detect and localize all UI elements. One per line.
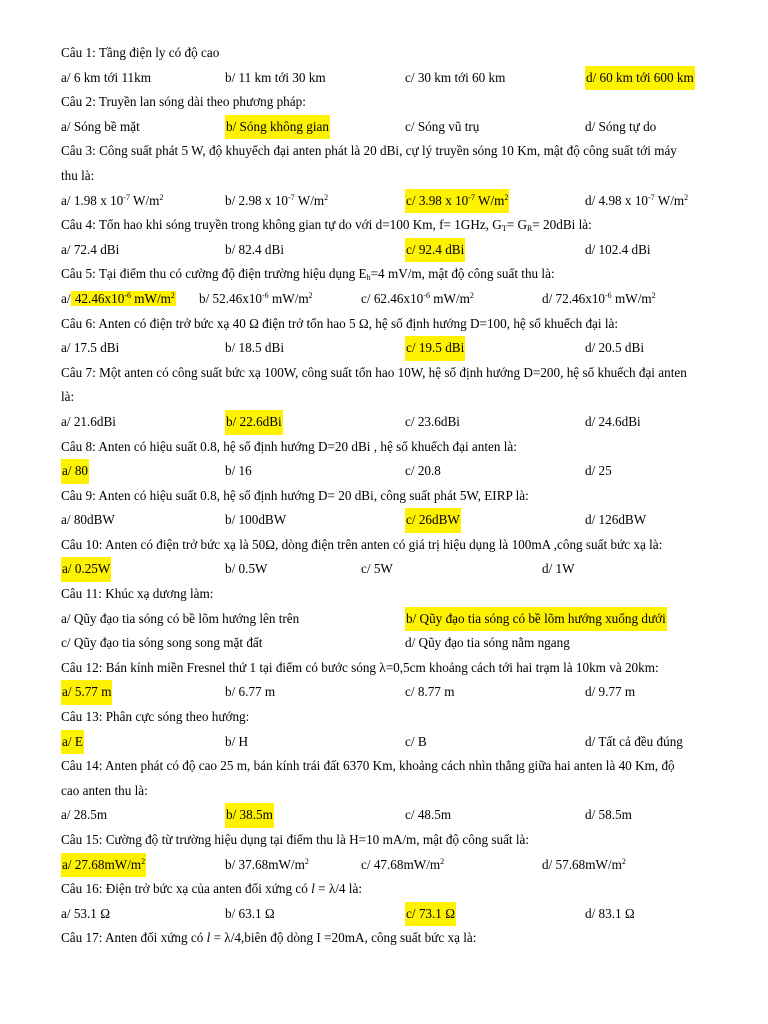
question-text: Câu 3: Công suất phát 5 W, độ khuyếch đại anten phát là 20 dBi, cự lý truyền sóng 10 Km, mật độ công suất tới máy bbox=[61, 143, 677, 159]
answers-5 bbox=[61, 287, 731, 312]
answer-d: d/ $72.46x10^{-6}$ $mW/m^2$ bbox=[542, 290, 656, 306]
answer-b: b/ 16 bbox=[225, 463, 252, 479]
answer-c: c/ 23.6dBi bbox=[405, 413, 460, 429]
answer-a: a/ 53.1 Ω bbox=[61, 905, 110, 921]
answer-a: a/ 72.4 dBi bbox=[61, 241, 120, 257]
answer-d: d/ 4.98 x $10^{-7}$ $W/m^2$ bbox=[585, 192, 689, 208]
answer-d: d/ 20.5 dBi bbox=[585, 340, 644, 356]
answers-16 bbox=[61, 902, 731, 927]
answers-6 bbox=[61, 336, 731, 361]
answer-a: a/ 80dBW bbox=[61, 512, 115, 528]
question-text: Câu 17: Anten đối xứng có l = λ/4,biên độ dòng I =20mA, công suất bức xạ là: bbox=[61, 930, 477, 946]
answers-3 bbox=[61, 189, 731, 214]
question-8 bbox=[61, 435, 731, 460]
answer-b: b/ 2.98 x $10^{-7}$ $W/m^2$ bbox=[225, 192, 329, 208]
question-text: Câu 2: Truyền lan sóng dài theo phương pháp: bbox=[61, 94, 306, 110]
answers-12 bbox=[61, 680, 731, 705]
quiz-document bbox=[61, 41, 731, 951]
question-3-cont bbox=[61, 164, 731, 189]
question-12 bbox=[61, 656, 731, 681]
answer-b: b/ $37.68mW/m^2$ bbox=[225, 856, 309, 872]
answer-d: d/ Qũy đạo tia sóng nằm ngang bbox=[405, 635, 570, 651]
answer-a: a/ 6 km tới 11km bbox=[61, 69, 152, 85]
answer-b: b/ 0.5W bbox=[225, 561, 268, 577]
answer-d: d/ 58.5m bbox=[585, 807, 632, 823]
answer-b: b/ H bbox=[225, 733, 249, 749]
question-text: Câu 5: Tại điểm thu có cường độ điện trường hiệu dụng $E_h=4$ mV/m, mật độ công suất thu là: bbox=[61, 266, 555, 283]
question-15 bbox=[61, 828, 731, 853]
question-7-cont bbox=[61, 385, 731, 410]
answer-b: b/ 6.77 m bbox=[225, 684, 276, 700]
answer-c-correct: c/ 3.98 x $10^{-7}$ $W/m^2$ bbox=[405, 189, 509, 214]
answer-c: c/ Sóng vũ trụ bbox=[405, 118, 480, 134]
answer-b: b/ 18.5 dBi bbox=[225, 340, 284, 356]
question-text: Câu 7: Một anten có công suất bức xạ 100W, công suất tổn hao 10W, hệ số định hướng D=200, hệ số khuếch đại anten bbox=[61, 364, 687, 380]
question-text: thu là: bbox=[61, 167, 95, 183]
answer-b-correct: b/ Qũy đạo tia sóng có bề lõm hướng xuống dưới bbox=[405, 607, 667, 632]
answer-b: b/ 63.1 Ω bbox=[225, 905, 275, 921]
question-text: Câu 10: Anten có điện trở bức xạ là 50Ω, dòng điện trên anten có giá trị hiệu dụng là 100mA ,công suất bức xạ là: bbox=[61, 536, 663, 552]
answers-1 bbox=[61, 66, 731, 91]
answers-10 bbox=[61, 557, 731, 582]
question-4 bbox=[61, 213, 731, 238]
answer-d-correct: d/ 60 km tới 600 km bbox=[585, 66, 695, 91]
answer-a-correct: a/ $27.68mW/m^2$ bbox=[61, 853, 146, 878]
question-text: Câu 9: Anten có hiệu suất 0.8, hệ số định hướng D= 20 dBi, công suất phát 5W, EIRP là: bbox=[61, 487, 529, 503]
answer-c: c/ $62.46x10^{-6}$ $mW/m^2$ bbox=[361, 290, 474, 306]
question-text: là: bbox=[61, 389, 75, 405]
answer-b-correct: b/ Sóng không gian bbox=[225, 115, 330, 140]
answers-15 bbox=[61, 853, 731, 878]
question-text: Câu 16: Điện trở bức xạ của anten đối xứng có l = λ/4 là: bbox=[61, 881, 362, 897]
answer-c-correct: c/ 26dBW bbox=[405, 508, 461, 533]
answer-c: c/ 48.5m bbox=[405, 807, 452, 823]
answer-a-correct: a/ E bbox=[61, 730, 84, 755]
question-13 bbox=[61, 705, 731, 730]
question-7 bbox=[61, 361, 731, 386]
answer-d: d/ 9.77 m bbox=[585, 684, 636, 700]
answer-c: c/ 8.77 m bbox=[405, 684, 455, 700]
answer-a-correct: a/ 0.25W bbox=[61, 557, 111, 582]
question-text: Câu 1: Tầng điện ly có độ cao bbox=[61, 45, 220, 60]
answer-d: d/ $57.68mW/m^2$ bbox=[542, 856, 626, 872]
question-3 bbox=[61, 139, 731, 164]
answers-9 bbox=[61, 508, 731, 533]
answer-a-correct: a/ $42.46x10^{-6}$ $mW/m^2$ bbox=[61, 290, 175, 306]
answer-c: c/ B bbox=[405, 733, 427, 749]
question-5 bbox=[61, 262, 731, 287]
answer-c: c/ $47.68mW/m^2$ bbox=[361, 856, 445, 872]
question-1 bbox=[61, 41, 731, 66]
answers-7 bbox=[61, 410, 731, 435]
answer-a-correct: a/ 80 bbox=[61, 459, 89, 484]
answers-2 bbox=[61, 115, 731, 140]
question-16 bbox=[61, 877, 731, 902]
question-text: Câu 15: Cường độ từ trường hiệu dụng tại điểm thu là H=10 mA/m, mật độ công suất là: bbox=[61, 832, 530, 847]
question-text: Câu 6: Anten có điện trở bức xạ 40 Ω điện trở tổn hao 5 Ω, hệ số định hướng D=100, hệ số khuếch đại là: bbox=[61, 315, 619, 331]
answer-c-correct: c/ 92.4 dBi bbox=[405, 238, 465, 263]
question-9 bbox=[61, 484, 731, 509]
answers-4 bbox=[61, 238, 731, 263]
answer-d: d/ 25 bbox=[585, 463, 612, 479]
question-text: Câu 8: Anten có hiệu suất 0.8, hệ số định hướng D=20 dBi , hệ số khuếch đại anten là: bbox=[61, 438, 517, 454]
answers-13 bbox=[61, 730, 731, 755]
answer-a: a/ 21.6dBi bbox=[61, 413, 116, 429]
question-text: Câu 12: Bán kính miền Fresnel thứ 1 tại điểm có bước sóng λ=0,5cm khoảng cách tới hai trạm là 10km và 20km: bbox=[61, 659, 659, 675]
answer-b: b/ 11 km tới 30 km bbox=[225, 69, 326, 85]
question-text: Câu 4: Tổn hao khi sóng truyền trong không gian tự do với d=100 Km, f= 1GHz, $G_T= G_R= 20dBi$ là: bbox=[61, 217, 592, 234]
answer-b: b/ $52.46x10^{-6}$ $mW/m^2$ bbox=[199, 290, 313, 306]
answer-d: d/ 83.1 Ω bbox=[585, 905, 635, 921]
answer-c: c/ 5W bbox=[361, 561, 393, 577]
question-text: cao anten thu là: bbox=[61, 782, 148, 798]
answer-d: d/ 126dBW bbox=[585, 512, 647, 528]
answer-d: d/ 102.4 dBi bbox=[585, 241, 651, 257]
question-17 bbox=[61, 926, 731, 951]
answer-d: d/ 24.6dBi bbox=[585, 413, 641, 429]
question-14 bbox=[61, 754, 731, 779]
answer-c: c/ Qũy đạo tia sóng song song mặt đất bbox=[61, 635, 263, 651]
answer-b-correct: b/ 38.5m bbox=[225, 803, 274, 828]
question-11 bbox=[61, 582, 731, 607]
answer-d: d/ Tất cả đều đúng bbox=[585, 733, 683, 749]
answer-b-correct: b/ 22.6dBi bbox=[225, 410, 283, 435]
question-text: Câu 14: Anten phát có độ cao 25 m, bán kính trái đất 6370 Km, khoảng cách nhìn thẳng giữa hai anten là 40 Km, độ bbox=[61, 758, 675, 774]
answers-11-ab bbox=[61, 607, 731, 632]
question-text: Câu 13: Phân cực sóng theo hướng: bbox=[61, 709, 250, 725]
question-6 bbox=[61, 312, 731, 337]
question-text: Câu 11: Khúc xạ dương làm: bbox=[61, 586, 214, 602]
answer-a: a/ 28.5m bbox=[61, 807, 108, 823]
answer-a: a/ Qũy đạo tia sóng có bề lõm hướng lên trên bbox=[61, 610, 300, 626]
answer-d: d/ 1W bbox=[542, 561, 575, 577]
answer-c-correct: c/ 19.5 dBi bbox=[405, 336, 465, 361]
answer-c: c/ 30 km tới 60 km bbox=[405, 69, 506, 85]
answer-c-correct: c/ 73.1 Ω bbox=[405, 902, 456, 927]
question-2 bbox=[61, 90, 731, 115]
question-14-cont bbox=[61, 779, 731, 804]
answers-11-cd bbox=[61, 631, 731, 656]
answer-a-correct: a/ 5.77 m bbox=[61, 680, 112, 705]
question-10 bbox=[61, 533, 731, 558]
answer-a: a/ 1.98 x $10^{-7}$ $W/m^2$ bbox=[61, 192, 164, 208]
answer-a: a/ 17.5 dBi bbox=[61, 340, 120, 356]
answer-b: b/ 100dBW bbox=[225, 512, 287, 528]
answer-b: b/ 82.4 dBi bbox=[225, 241, 284, 257]
answer-c: c/ 20.8 bbox=[405, 463, 441, 479]
answer-a: a/ Sóng bề mặt bbox=[61, 118, 140, 134]
answers-8 bbox=[61, 459, 731, 484]
answer-d: d/ Sóng tự do bbox=[585, 118, 657, 134]
answers-14 bbox=[61, 803, 731, 828]
